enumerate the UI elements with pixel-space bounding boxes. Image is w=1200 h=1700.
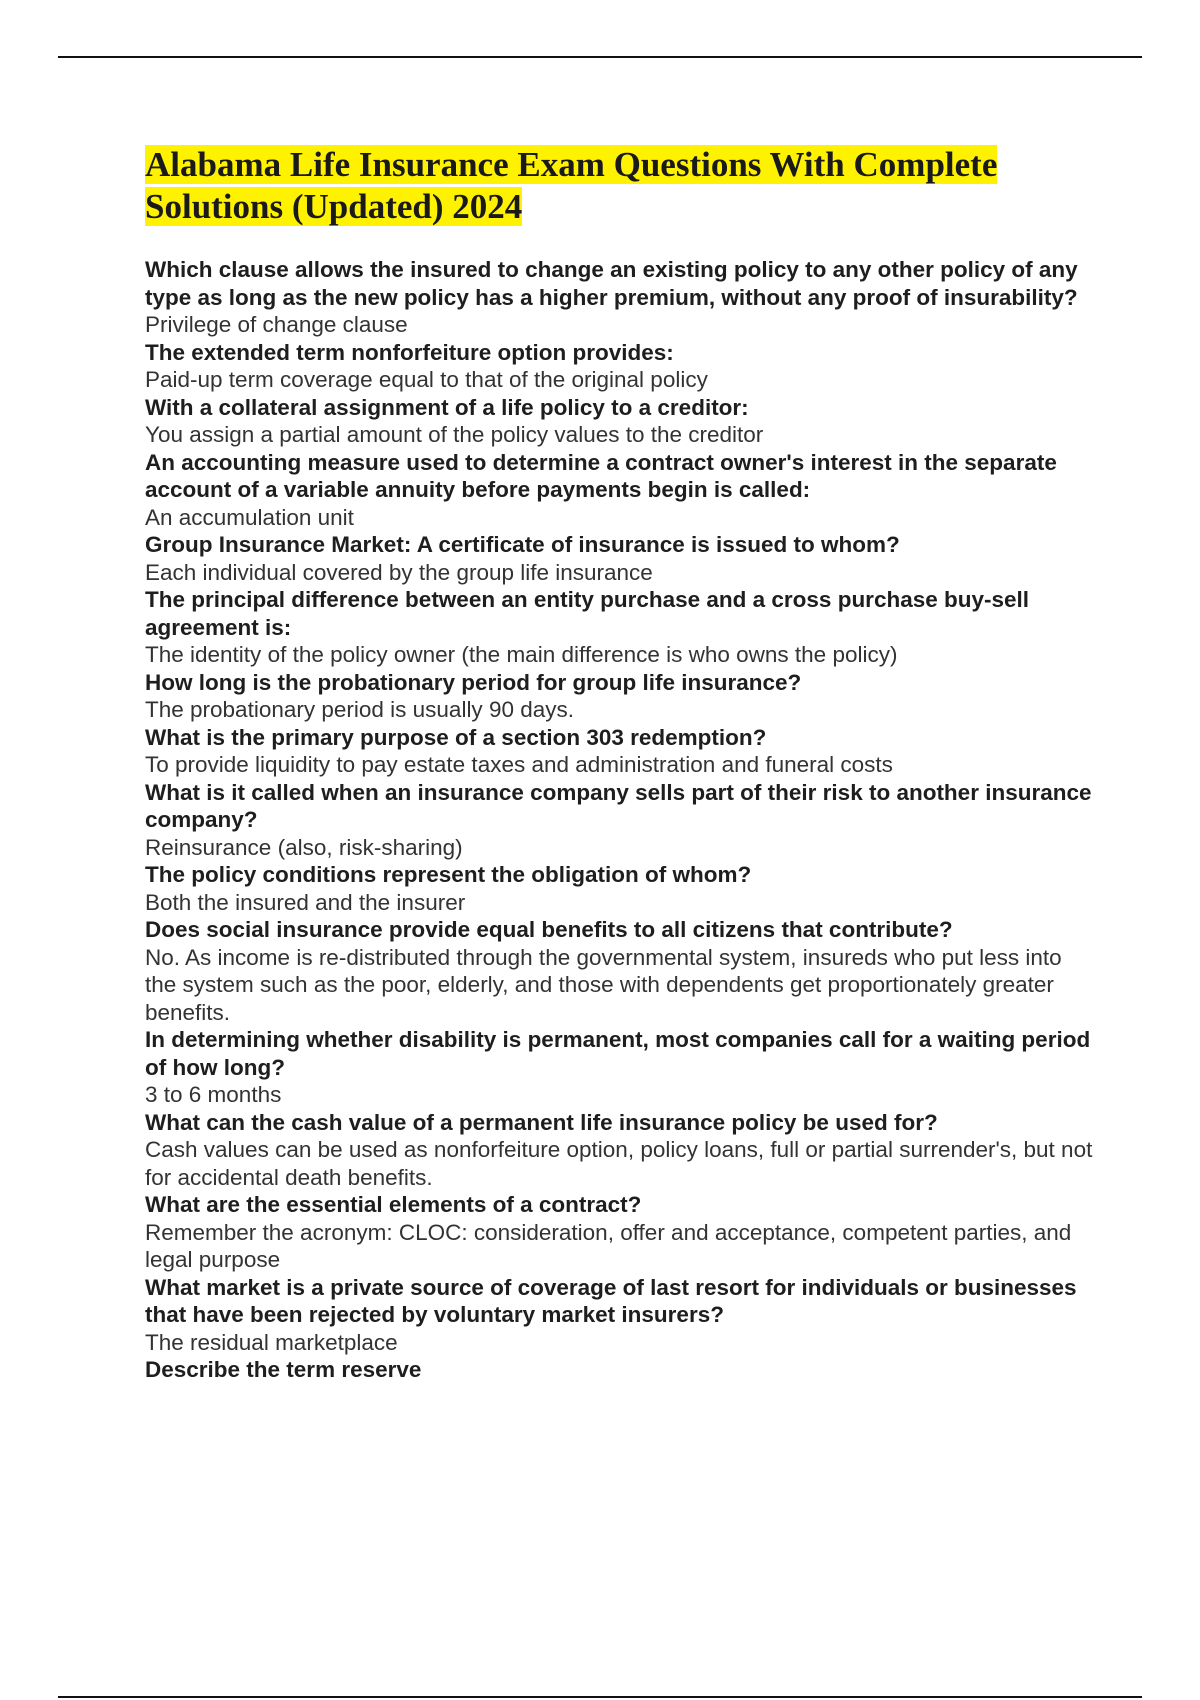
qa-item — [145, 916, 1095, 1026]
qa-item — [145, 1356, 1095, 1384]
qa-item — [145, 449, 1095, 532]
title-line-1: Alabama Life Insurance Exam Questions With Complete — [145, 145, 998, 184]
qa-item — [145, 724, 1095, 779]
qa-item — [145, 256, 1095, 339]
question: The extended term nonforfeiture option provides: — [145, 339, 674, 365]
answer: Each individual covered by the group life insurance — [145, 559, 653, 585]
question: What are the essential elements of a contract? — [145, 1192, 642, 1217]
answer: You assign a partial amount of the policy values to the creditor — [145, 422, 764, 447]
answer: The probationary period is usually 90 days. — [145, 697, 574, 722]
answer: To provide liquidity to pay estate taxes and administration and funeral costs — [145, 752, 893, 777]
answer: Paid-up term coverage equal to that of the original policy — [145, 367, 708, 392]
qa-item — [145, 339, 1095, 394]
answer: Both the insured and the insurer — [145, 889, 466, 915]
question: Describe the term reserve — [145, 1357, 422, 1382]
qa-item — [145, 779, 1095, 862]
answer: Cash values can be used as nonforfeiture option, policy loans, full or partial surrender's, but not for accidental death benefits. — [145, 1137, 1093, 1190]
question: What can the cash value of a permanent life insurance policy be used for? — [145, 1109, 938, 1135]
question: What market is a private source of coverage of last resort for individuals or businesses that have been rejected by voluntary market insurers? — [145, 1274, 1077, 1327]
answer: Privilege of change clause — [145, 312, 408, 337]
qa-item — [145, 1109, 1095, 1192]
answer: Reinsurance (also, risk-sharing) — [145, 834, 463, 860]
answer: No. As income is re-distributed through the governmental system, insureds who put less into the system such as the poor, elderly, and those with dependents get proportionately greater benefits. — [145, 944, 1062, 1025]
qa-item — [145, 669, 1095, 724]
qa-item — [145, 531, 1095, 586]
answer: The residual marketplace — [145, 1329, 398, 1355]
title-line-2: Solutions (Updated) 2024 — [145, 187, 523, 226]
document-title — [145, 144, 1095, 228]
question: Group Insurance Market: A certificate of insurance is issued to whom? — [145, 532, 900, 557]
question: The policy conditions represent the obligation of whom? — [145, 862, 752, 887]
question: Which clause allows the insured to change an existing policy to any other policy of any type as long as the new policy has a higher premium, without any proof of insurability? — [145, 257, 1078, 310]
answer: Remember the acronym: CLOC: consideration, offer and acceptance, competent parties, and legal purpose — [145, 1219, 1072, 1272]
qa-item — [145, 1274, 1095, 1357]
question: What is it called when an insurance company sells part of their risk to another insurance company? — [145, 779, 1092, 832]
qa-item — [145, 861, 1095, 916]
question: How long is the probationary period for group life insurance? — [145, 669, 802, 695]
question: With a collateral assignment of a life policy to a creditor: — [145, 394, 749, 420]
qa-item — [145, 394, 1095, 449]
top-rule — [58, 56, 1142, 58]
question: What is the primary purpose of a section 303 redemption? — [145, 724, 767, 750]
qa-item — [145, 1026, 1095, 1109]
answer: The identity of the policy owner (the main difference is who owns the policy) — [145, 642, 898, 667]
question: In determining whether disability is permanent, most companies call for a waiting period of how long? — [145, 1027, 1091, 1080]
document-content — [145, 144, 1095, 1384]
question: The principal difference between an entity purchase and a cross purchase buy-sell agreement is: — [145, 587, 1030, 640]
bottom-rule — [58, 1696, 1142, 1698]
qa-item — [145, 586, 1095, 669]
answer: 3 to 6 months — [145, 1082, 282, 1107]
question: An accounting measure used to determine a contract owner's interest in the separate account of a variable annuity before payments begin is called: — [145, 449, 1057, 502]
answer: An accumulation unit — [145, 504, 354, 530]
question: Does social insurance provide equal benefits to all citizens that contribute? — [145, 917, 953, 942]
qa-item — [145, 1191, 1095, 1274]
